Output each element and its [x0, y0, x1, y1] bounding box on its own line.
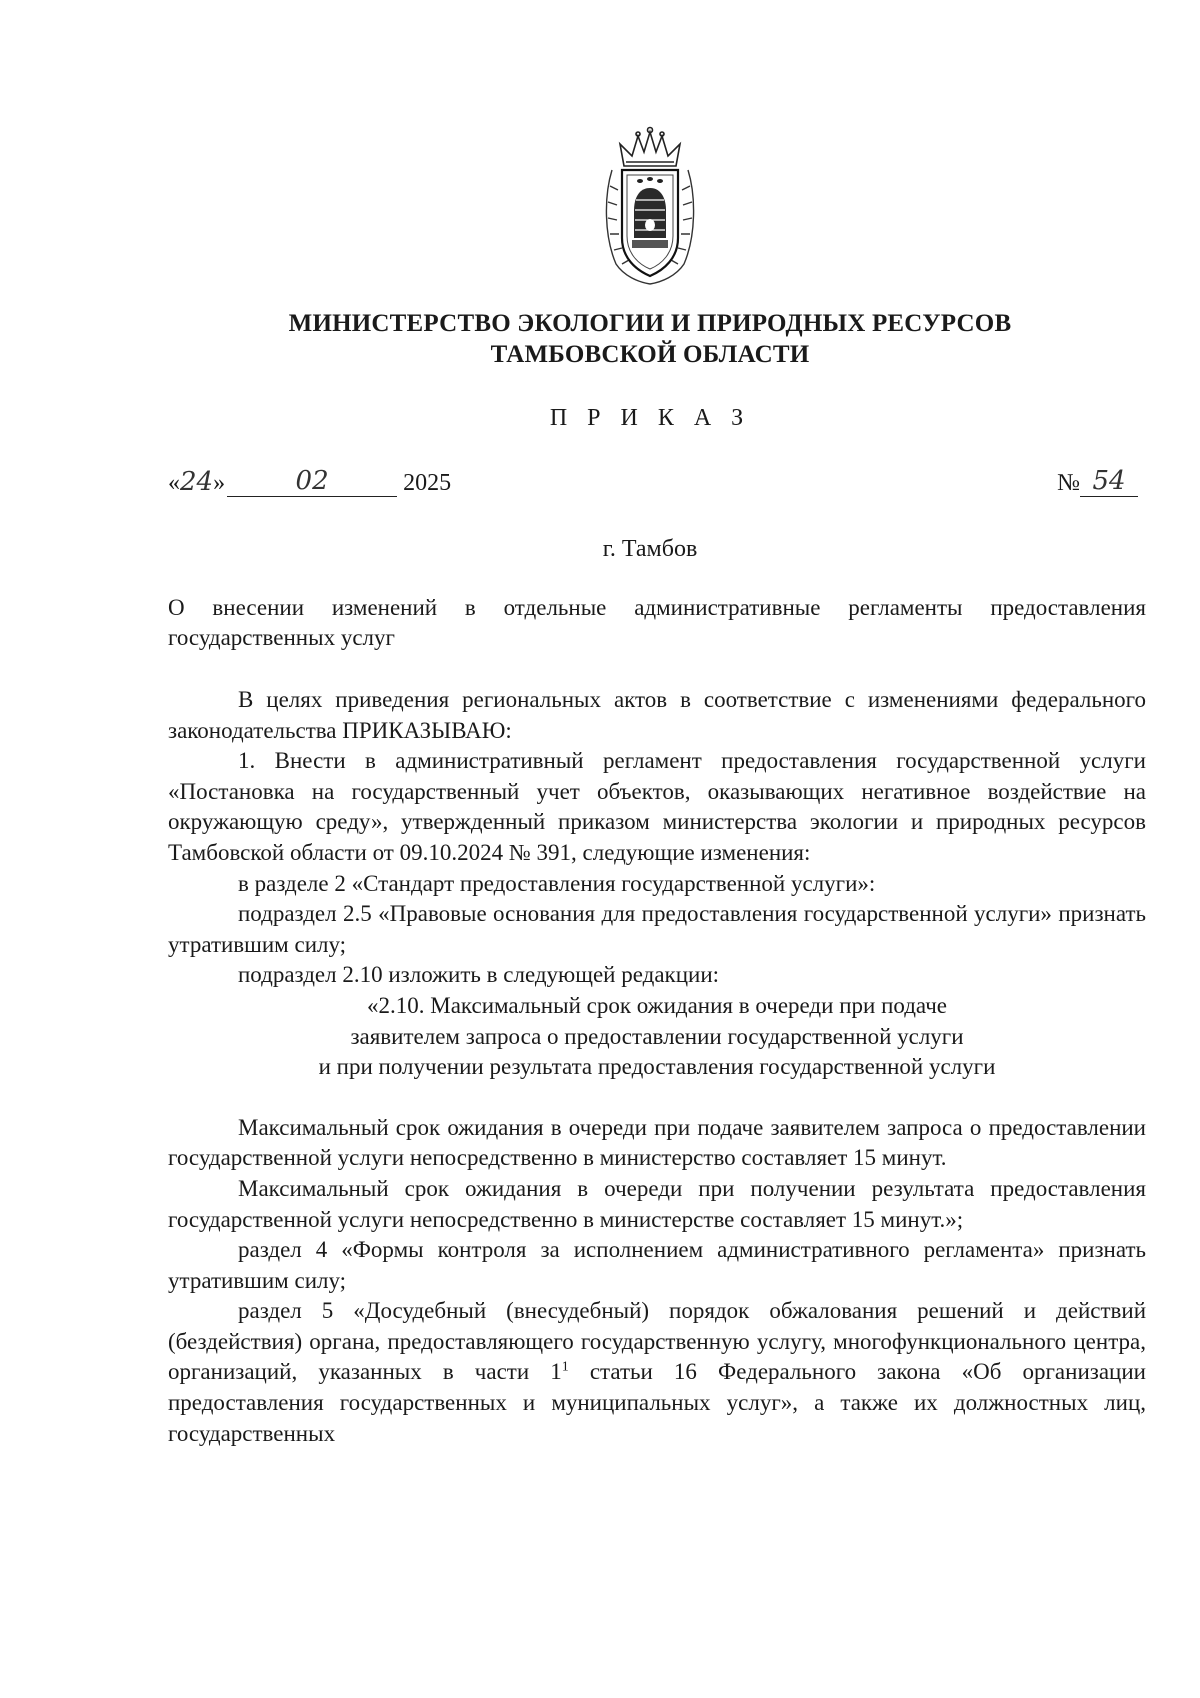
paragraph-subsection-2-5: подраздел 2.5 «Правовые основания для предоставления государственной услуги» признать утратившим силу;: [168, 901, 1146, 957]
paragraph-section-2: в разделе 2 «Стандарт предоставления государственной услуги»:: [238, 870, 876, 896]
paragraph-item-1: 1. Внести в административный регламент предоставления государственной услуги «Постановка на государственный учет объектов, оказывающих негативное воздействие на окружающую среду», утвержденный приказом министерства экологии и природных ресурсов Тамбовской области от 09.10.2024 № 391, следующие изменения:: [168, 748, 1146, 865]
ministry-name-line1: МИНИСТЕРСТВО ЭКОЛОГИИ И ПРИРОДНЫХ РЕСУРСОВ: [288, 310, 1012, 337]
date-close-quote: »: [213, 470, 226, 496]
order-number-prefix: №: [1057, 470, 1080, 496]
date-open-quote: «: [168, 470, 180, 496]
ministry-name-line2: ТАМБОВСКОЙ ОБЛАСТИ: [490, 341, 810, 368]
city-name: г. Тамбов: [602, 536, 698, 562]
order-body: [168, 685, 1146, 1449]
order-subject: О внесении изменений в отдельные административные регламенты предоставления государственных услуг: [168, 595, 1146, 650]
paragraph-section-5-text: раздел 5 «Досудебный (внесудебный) порядок обжалования решений и действий (бездействия) органа, предоставляющего государственную услугу, многофункционального центра, организаций, указанных в части 1: [168, 1298, 1146, 1385]
date-day-handwritten: 24: [180, 467, 214, 497]
subsection-heading-line3: и при получении результата предоставления государственной услуги: [318, 1054, 996, 1080]
order-number: [1057, 466, 1138, 497]
paragraph-section-5: [168, 1296, 1146, 1449]
order-number-handwritten: 54: [1080, 466, 1138, 497]
ministry-name: [150, 308, 1150, 370]
order-date: [168, 466, 451, 502]
date-month-handwritten: 02: [227, 466, 397, 497]
date-year: 2025: [403, 470, 452, 496]
tambov-coat-of-arms-emblem: [602, 126, 698, 288]
subsection-heading-line1: «2.10. Максимальный срок ожидания в очереди при подаче: [367, 992, 947, 1018]
paragraph-section-4: раздел 4 «Формы контроля за исполнением административного регламента» признать утратившим силу;: [168, 1237, 1146, 1293]
paragraph-preamble: В целях приведения региональных актов в соответствие с изменениями федерального законодательства ПРИКАЗЫВАЮ:: [168, 687, 1146, 743]
subsection-heading-line2: заявителем запроса о предоставлении государственной услуги: [350, 1023, 964, 1049]
paragraph-section-5-superscript: 1: [561, 1359, 569, 1375]
paragraph-wait-time-result: Максимальный срок ожидания в очереди при получении результата предоставления государственной услуги непосредственно в министерстве составляет 15 минут.»;: [168, 1175, 1146, 1232]
paragraph-wait-time-request: Максимальный срок ожидания в очереди при подаче заявителем запроса о предоставлении государственной услуги непосредственно в министерство составляет 15 минут.: [168, 1114, 1146, 1171]
document-type-title: П Р И К А З: [549, 405, 751, 431]
paragraph-subsection-2-10: подраздел 2.10 изложить в следующей редакции:: [238, 962, 720, 988]
paragraph-section-5-text-cont: статьи 16 Федерального закона «Об организации предоставления государственных и муниципальных услуг», а также их должностных лиц, государственных: [168, 1359, 1146, 1446]
